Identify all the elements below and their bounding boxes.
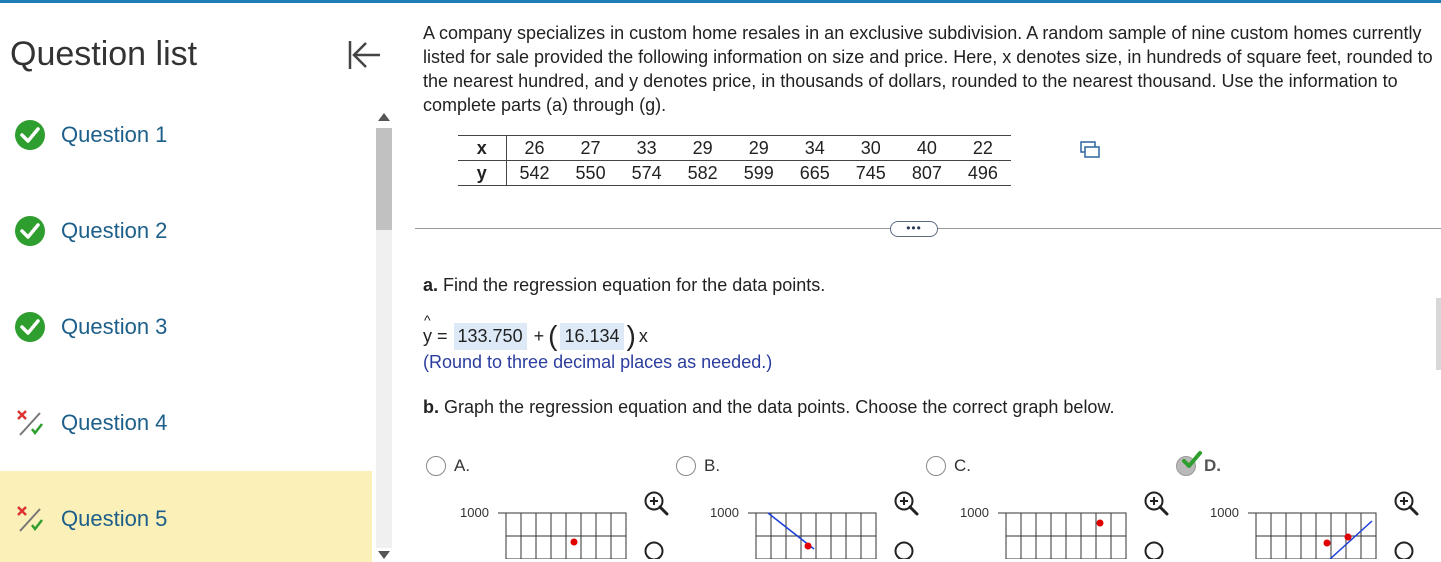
- graph-option-a[interactable]: [460, 503, 640, 559]
- table-row-x: [458, 136, 1011, 161]
- y-tick-label: 1000: [960, 505, 989, 520]
- hat-symbol: ^: [424, 311, 431, 328]
- table-row-y: [458, 161, 1011, 186]
- table-cell: 496: [967, 162, 998, 183]
- option-c-radio[interactable]: [926, 456, 946, 476]
- part-b-text: Graph the regression equation and the data points. Choose the correct graph below.: [444, 397, 1115, 417]
- data-point: [1324, 540, 1331, 547]
- sidebar-item-question-2[interactable]: [0, 183, 372, 279]
- question-list-sidebar: [0, 3, 398, 562]
- zoom-out-icon[interactable]: [1392, 539, 1420, 559]
- graph-option-d[interactable]: [1210, 503, 1390, 559]
- sidebar-item-question-5[interactable]: [0, 471, 372, 562]
- question-label: Question 3: [61, 314, 168, 339]
- collapse-sidebar-button[interactable]: [344, 37, 384, 73]
- table-cell: 582: [687, 162, 718, 183]
- check-circle-icon: [14, 311, 46, 343]
- part-a-label: a.: [423, 275, 439, 295]
- part-a-text: Find the regression equation for the data points.: [443, 275, 826, 295]
- partial-credit-icon: [14, 503, 46, 535]
- show-more-button[interactable]: •••: [890, 221, 938, 237]
- table-cell: 29: [675, 136, 731, 161]
- option-a-radio[interactable]: [426, 456, 446, 476]
- table-cell: 550: [575, 162, 606, 183]
- option-b[interactable]: [676, 455, 720, 477]
- table-cell: 40: [899, 136, 955, 161]
- table-cell: 27: [563, 136, 619, 161]
- data-point: [1345, 534, 1352, 541]
- y-tick-label: 1000: [710, 505, 739, 520]
- copy-table-icon[interactable]: [1080, 141, 1100, 159]
- sidebar-item-question-4[interactable]: [0, 375, 372, 471]
- option-a-label: A.: [454, 456, 471, 475]
- table-cell: 30: [843, 136, 899, 161]
- equals-sign: =: [437, 325, 448, 346]
- zoom-in-icon[interactable]: [1392, 489, 1420, 517]
- option-c[interactable]: [926, 455, 971, 477]
- table-cell: 26: [506, 136, 563, 161]
- check-circle-icon: [14, 119, 46, 151]
- problem-intro: A company specializes in custom home resales in an exclusive subdivision. A random sample of nine custom homes currently listed for sale provided the following information on size and price. Here, x denotes size, in hundreds of square feet, rounded to the nearest hundred, and y denotes price, in thousands of dollars, rounded to the nearest thousand. Use the information to complete parts (a) through (g).: [423, 23, 1433, 115]
- zoom-in-icon[interactable]: [892, 489, 920, 517]
- y-symbol: y: [423, 325, 432, 346]
- scroll-thumb[interactable]: [376, 128, 392, 230]
- check-circle-icon: [14, 215, 46, 247]
- data-point: [571, 539, 578, 546]
- option-d[interactable]: [1176, 455, 1221, 477]
- table-cell: 29: [731, 136, 787, 161]
- regression-equation: [423, 311, 648, 351]
- zoom-in-icon[interactable]: [642, 489, 670, 517]
- graph-option-b[interactable]: [710, 503, 890, 559]
- sidebar-item-question-3[interactable]: [0, 279, 372, 375]
- part-b-label: b.: [423, 397, 439, 417]
- scroll-up-icon[interactable]: [377, 111, 391, 123]
- sidebar-title: Question list: [10, 35, 198, 73]
- open-paren: (: [548, 320, 558, 351]
- content-scrollbar-thumb[interactable]: [1436, 298, 1441, 370]
- sidebar-scrollbar[interactable]: [372, 103, 396, 562]
- row-header-x: x: [458, 136, 506, 161]
- part-a-prompt: [423, 275, 825, 296]
- table-cell: 542: [519, 162, 550, 183]
- table-cell: 34: [787, 136, 843, 161]
- close-paren: ): [626, 320, 636, 351]
- zoom-out-icon[interactable]: [892, 539, 920, 559]
- regression-line: [1330, 521, 1372, 559]
- zoom-in-icon[interactable]: [1142, 489, 1170, 517]
- x-symbol: x: [638, 325, 648, 346]
- part-b-prompt: [423, 397, 1114, 418]
- rounding-note: (Round to three decimal places as needed.): [423, 352, 773, 372]
- question-label: Question 4: [61, 410, 168, 435]
- table-cell: 22: [955, 136, 1011, 161]
- table-cell: 33: [619, 136, 675, 161]
- option-a[interactable]: [426, 455, 470, 477]
- data-point: [805, 543, 812, 550]
- slope-answer-box[interactable]: 16.134: [560, 323, 623, 350]
- plus-sign: +: [533, 325, 545, 346]
- option-d-label: D.: [1204, 456, 1221, 475]
- row-header-y: y: [458, 161, 506, 186]
- table-cell: 599: [743, 162, 774, 183]
- option-c-label: C.: [954, 456, 971, 475]
- zoom-out-icon[interactable]: [642, 539, 670, 559]
- question-label: Question 2: [61, 218, 168, 243]
- partial-credit-icon: [14, 407, 46, 439]
- table-cell: 807: [911, 162, 942, 183]
- table-cell: 745: [855, 162, 886, 183]
- y-hat: [423, 311, 435, 347]
- y-tick-label: 1000: [460, 505, 489, 520]
- table-cell: 574: [631, 162, 662, 183]
- y-tick-label: 1000: [1210, 505, 1239, 520]
- question-content: [398, 3, 1441, 562]
- question-label: Question 5: [61, 506, 168, 531]
- graph-option-c[interactable]: [960, 503, 1140, 559]
- collapse-left-icon: [344, 37, 384, 73]
- scroll-down-icon[interactable]: [377, 549, 391, 561]
- option-b-radio[interactable]: [676, 456, 696, 476]
- intercept-answer-box[interactable]: 133.750: [454, 323, 527, 350]
- sidebar-item-question-1[interactable]: [0, 87, 372, 183]
- data-point: [1097, 520, 1104, 527]
- zoom-out-icon[interactable]: [1142, 539, 1170, 559]
- data-table: [458, 135, 1011, 186]
- option-b-label: B.: [704, 456, 721, 475]
- question-label: Question 1: [61, 122, 168, 147]
- correct-check-icon: [1176, 449, 1204, 471]
- table-cell: 665: [799, 162, 830, 183]
